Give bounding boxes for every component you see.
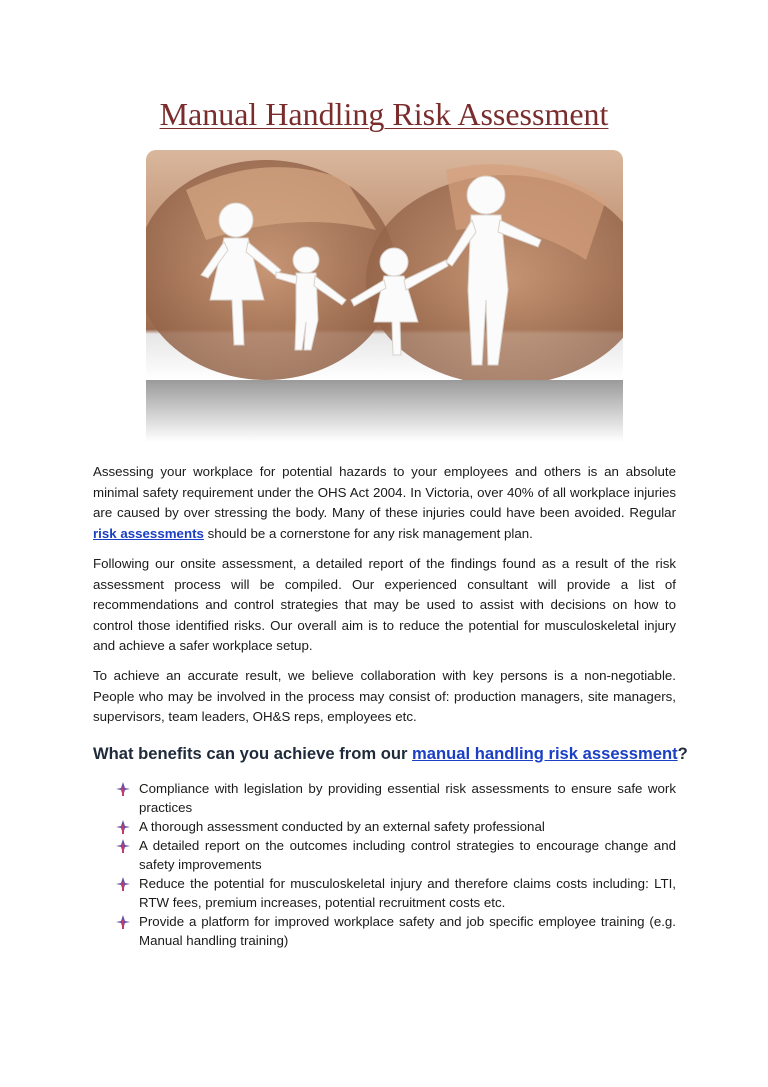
- pin-bullet-icon: [116, 915, 130, 929]
- list-item: [116, 874, 676, 912]
- benefits-list: [116, 779, 676, 950]
- intro-tail-text: should be a cornerstone for any risk management plan.: [203, 525, 533, 541]
- benefits-heading: [93, 744, 693, 764]
- pin-bullet-icon: [116, 820, 130, 834]
- page-title: Manual Handling Risk Assessment: [159, 96, 609, 132]
- intro-paragraph: [93, 462, 676, 544]
- benefit-text: A thorough assessment conducted by an external safety professional: [139, 819, 545, 834]
- benefit-text: Reduce the potential for musculoskeletal injury and therefore claims costs including: LTI, RTW fees, premium increases, potential recruitment costs etc.: [139, 876, 676, 910]
- pin-bullet-icon: [116, 839, 130, 853]
- list-item: [116, 836, 676, 874]
- manual-handling-risk-assessment-link[interactable]: manual handling risk assessment: [412, 744, 678, 763]
- assessment-paragraph: [93, 554, 676, 657]
- pin-bullet-icon: [116, 782, 130, 796]
- risk-assessments-link[interactable]: risk assessments: [93, 525, 204, 541]
- collaboration-paragraph: [93, 666, 676, 728]
- intro-text: Assessing your workplace for potential hazards to your employees and others is an absolute minimal safety requirement under the OHS Act 2004. In Victoria, over 40% of all workplace injuries are caused by over stressing the body. Many of these injuries could have been avoided. Regular: [93, 464, 676, 520]
- paper-family-in-hands-icon: [146, 150, 623, 442]
- list-item: [116, 817, 676, 836]
- benefits-heading-prefix: What benefits can you achieve from our: [93, 744, 413, 763]
- benefits-heading-suffix: ?: [677, 744, 688, 763]
- benefit-text: Compliance with legislation by providing essential risk assessments to ensure safe work practices: [139, 781, 676, 815]
- list-item: [116, 779, 676, 817]
- hero-image: [146, 150, 623, 442]
- list-item: [116, 912, 676, 950]
- assessment-text: Following our onsite assessment, a detailed report of the findings found as a result of the risk assessment process will be compiled. Our experienced consultant will provide a list of recommendations and control strategies that may be used to assist with decisions on how to control those identified risks. Our overall aim is to reduce the potential for musculoskeletal injury and achieve a safer workplace setup.: [93, 556, 676, 653]
- pin-bullet-icon: [116, 877, 130, 891]
- benefit-text: Provide a platform for improved workplace safety and job specific employee training (e.g. Manual handling training): [139, 914, 676, 948]
- benefit-text: A detailed report on the outcomes including control strategies to encourage change and safety improvements: [139, 838, 676, 872]
- collaboration-text: To achieve an accurate result, we believe collaboration with key persons is a non-negotiable. People who may be involved in the process may consist of: production managers, site managers, supervisors, team leaders, OH&S reps, employees etc.: [93, 668, 676, 724]
